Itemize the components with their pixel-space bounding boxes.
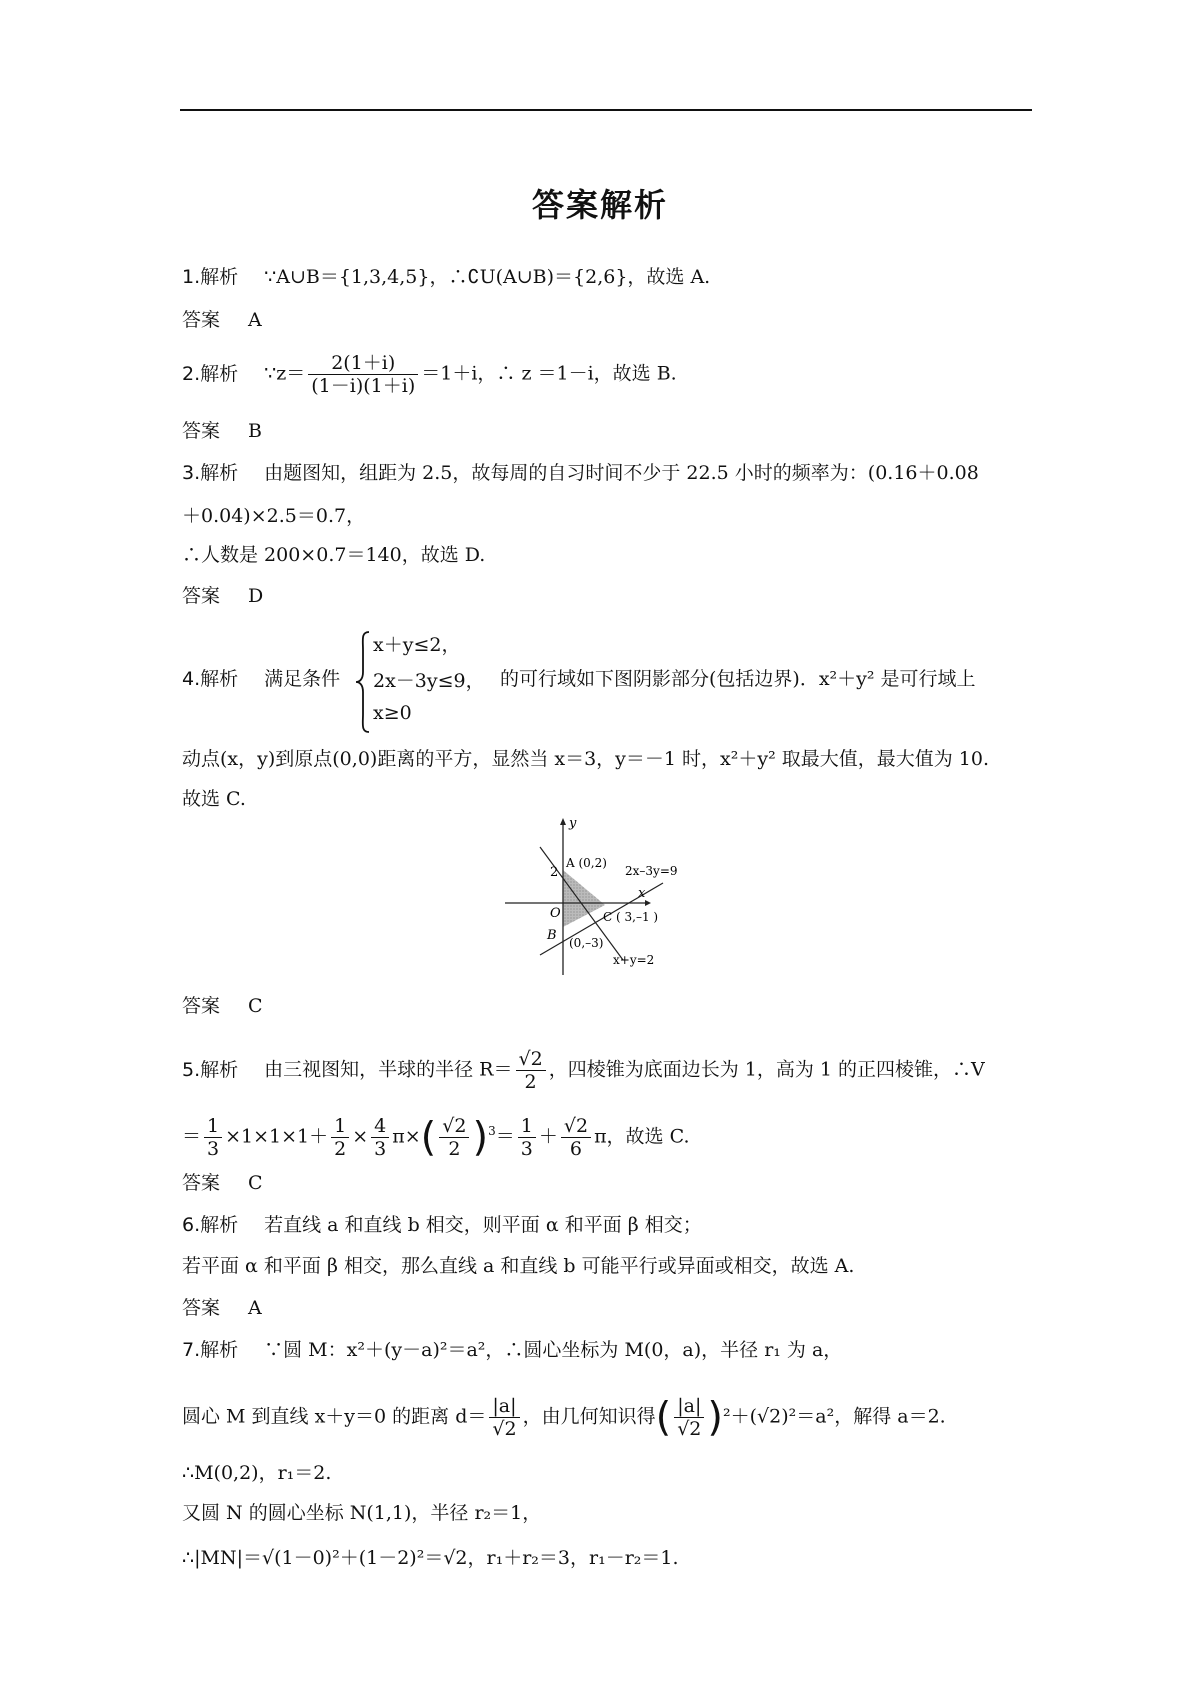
q2-answer-value: B xyxy=(248,420,262,442)
q5-frac-5-num: 1 xyxy=(518,1115,536,1138)
q5-frac-5 xyxy=(518,1115,536,1160)
q3-answer-label: 答案 xyxy=(182,585,221,607)
q5-frac-3-num: 4 xyxy=(371,1115,389,1138)
q2-label: 2.解析 xyxy=(182,362,239,385)
q5-times: × xyxy=(352,1125,369,1148)
q5-frac-4-num: √2 xyxy=(439,1115,469,1138)
q6-answer-value: A xyxy=(248,1297,262,1319)
q7-line1: ∵圆 M：x²＋(y－a)²＝a²，∴圆心坐标为 M(0，a)，半径 r₁ 为 a， xyxy=(264,1339,843,1361)
q5-answer-label: 答案 xyxy=(182,1172,221,1194)
q5-frac-2-num: 1 xyxy=(331,1115,349,1138)
q7-solution-line4: 又圆 N 的圆心坐标 N(1,1)，半径 r₂＝1， xyxy=(182,1502,542,1524)
q7-paren-num: |a| xyxy=(674,1395,704,1418)
q5-line1-pre: 由三视图知，半球的半径 R＝ xyxy=(264,1058,513,1081)
q5-solution-line1 xyxy=(182,1048,985,1093)
line-2x-3y-label: 2x–3y=9 xyxy=(625,864,678,878)
q5-radius-num: √2 xyxy=(516,1048,546,1071)
y-axis-label: y xyxy=(569,816,577,831)
q5-frac-6-den: 6 xyxy=(569,1138,582,1160)
q4-solution-line2: 动点(x，y)到原点(0,0)距离的平方，显然当 x＝3，y＝－1 时，x²＋y² 取最大值，最大值为 10. xyxy=(182,748,990,770)
q4-pre: 满足条件 xyxy=(264,668,341,690)
q3-solution-line2: ＋0.04)×2.5＝0.7， xyxy=(182,505,366,527)
q1-text: ∵A∪B＝{1,3,4,5}，∴∁U(A∪B)＝{2,6}，故选 A. xyxy=(264,266,711,288)
q7-line2-post: ²＋(√2)²＝a²，解得 a＝2. xyxy=(723,1405,946,1428)
q7-solution-line5: ∴|MN|＝√(1－0)²＋(1－2)²＝√2，r₁＋r₂＝3，r₁－r₂＝1. xyxy=(182,1547,679,1569)
q5-cube: 3 xyxy=(488,1124,496,1139)
point-c-label: C ( 3,–1 ) xyxy=(603,910,659,924)
q7-paren-den: √2 xyxy=(677,1418,702,1440)
q3-line1: 由题图知，组距为 2.5，故每周的自习时间不少于 22.5 小时的频率为：(0.16＋0.08 xyxy=(264,462,979,484)
q1-solution xyxy=(182,264,710,290)
q4-condition-2: 2x－3y≤9， xyxy=(373,670,485,692)
q4-solution-line1 xyxy=(182,666,340,692)
q4-condition-3: x≥0 xyxy=(373,702,412,724)
q5-frac-2 xyxy=(331,1115,349,1160)
q7-solution-line3: ∴M(0,2)，r₁＝2. xyxy=(182,1462,332,1484)
q7-distance-num: |a| xyxy=(489,1395,519,1418)
q1-answer xyxy=(182,307,262,333)
q6-answer-label: 答案 xyxy=(182,1297,221,1319)
q4-post: 的可行域如下图阴影部分(包括边界)．x²＋y² 是可行域上 xyxy=(500,668,976,690)
q3-answer-value: D xyxy=(248,585,264,607)
q4-answer-label: 答案 xyxy=(182,995,221,1017)
q1-answer-value: A xyxy=(248,309,262,331)
q5-radius-den: 2 xyxy=(524,1071,537,1093)
q7-line2-pre: 圆心 M 到直线 x＋y＝0 的距离 d＝ xyxy=(182,1405,487,1428)
q7-line2-mid: ，由几何知识得 xyxy=(522,1405,656,1428)
q5-frac-1 xyxy=(204,1115,222,1160)
q5-radius-fraction xyxy=(516,1048,546,1093)
origin-label: O xyxy=(550,906,561,921)
page-title: 答案解析 xyxy=(531,186,668,224)
q2-pre: ∵z＝ xyxy=(264,362,306,385)
q5-line2-post: π，故选 C. xyxy=(594,1125,690,1148)
q3-solution-line1 xyxy=(182,460,979,486)
q5-frac-3-den: 3 xyxy=(374,1138,387,1160)
q7-label: 7.解析 xyxy=(182,1339,239,1361)
q2-numerator: 2(1＋i) xyxy=(308,352,418,375)
q3-label: 3.解析 xyxy=(182,462,239,484)
q4-solution-line3: 故选 C. xyxy=(182,788,246,810)
q7-distance-fraction xyxy=(489,1395,519,1440)
q5-line1-post: ，四棱锥为底面边长为 1，高为 1 的正四棱锥，∴V xyxy=(548,1058,985,1081)
q5-eq: ＝ xyxy=(182,1125,202,1148)
q6-solution-line2: 若平面 α 和平面 β 相交，那么直线 a 和直线 b 可能平行或异面或相交，故选 A. xyxy=(182,1255,855,1277)
q2-fraction xyxy=(308,352,418,397)
q4-answer xyxy=(182,993,263,1019)
q7-solution-line2 xyxy=(182,1395,946,1440)
q5-frac-6 xyxy=(561,1115,591,1160)
q5-frac-3 xyxy=(371,1115,389,1160)
q1-label: 1.解析 xyxy=(182,266,239,288)
q5-right-paren: ) xyxy=(472,1114,489,1161)
q2-post: ＝1＋i，∴ z ＝1－i，故选 B. xyxy=(421,362,677,385)
q5-pi-times: π× xyxy=(392,1125,421,1148)
q5-left-paren: ( xyxy=(420,1114,437,1161)
y-axis-arrow-icon xyxy=(560,818,566,825)
feasible-region-figure xyxy=(495,815,705,980)
point-a-label: A (0,2) xyxy=(566,856,607,870)
q5-frac-4-den: 2 xyxy=(448,1138,461,1160)
q2-denominator: (1－i)(1＋i) xyxy=(311,375,416,397)
q5-frac-6-num: √2 xyxy=(561,1115,591,1138)
tick-2-label: 2 xyxy=(550,865,559,880)
q2-solution xyxy=(182,352,677,397)
header-rule xyxy=(180,109,1032,111)
point-b-coord-label: (0,–3) xyxy=(569,936,604,950)
q5-answer-value: C xyxy=(248,1172,263,1194)
q5-eq-2: ＝ xyxy=(495,1125,515,1148)
q2-answer xyxy=(182,418,262,444)
q1-answer-label: 答案 xyxy=(182,309,221,331)
q2-answer-label: 答案 xyxy=(182,420,221,442)
q5-mid1: ×1×1×1＋ xyxy=(225,1125,329,1148)
line-x-y-label: x+y=2 xyxy=(613,953,655,967)
q6-label: 6.解析 xyxy=(182,1214,239,1236)
x-axis-arrow-icon xyxy=(645,900,651,906)
q7-paren-fraction xyxy=(674,1395,704,1440)
shaded-region-texture xyxy=(563,870,605,927)
q5-frac-5-den: 3 xyxy=(520,1138,533,1160)
q6-line1: 若直线 a 和直线 b 相交，则平面 α 和平面 β 相交； xyxy=(264,1214,702,1236)
q5-solution-line2 xyxy=(182,1115,690,1160)
x-axis-label: x xyxy=(638,886,646,901)
q4-condition-1: x＋y≤2， xyxy=(373,634,461,656)
q6-solution-line1 xyxy=(182,1212,702,1238)
q5-label: 5.解析 xyxy=(182,1058,239,1081)
q4-label: 4.解析 xyxy=(182,668,239,690)
q4-answer-value: C xyxy=(248,995,263,1017)
q7-solution-line1 xyxy=(182,1337,842,1363)
q5-frac-1-num: 1 xyxy=(204,1115,222,1138)
q6-answer xyxy=(182,1295,262,1321)
point-b-label: B xyxy=(547,928,557,943)
q3-answer xyxy=(182,583,263,609)
brace-icon xyxy=(355,630,371,734)
q5-frac-4 xyxy=(439,1115,469,1160)
q7-distance-den: √2 xyxy=(492,1418,517,1440)
q5-answer xyxy=(182,1170,263,1196)
q5-frac-1-den: 3 xyxy=(207,1138,220,1160)
q5-plus: ＋ xyxy=(538,1125,558,1148)
q7-left-paren: ( xyxy=(655,1394,672,1441)
q3-solution-line3: ∴人数是 200×0.7＝140，故选 D. xyxy=(182,544,486,566)
q5-frac-2-den: 2 xyxy=(334,1138,347,1160)
q7-right-paren: ) xyxy=(707,1394,723,1441)
